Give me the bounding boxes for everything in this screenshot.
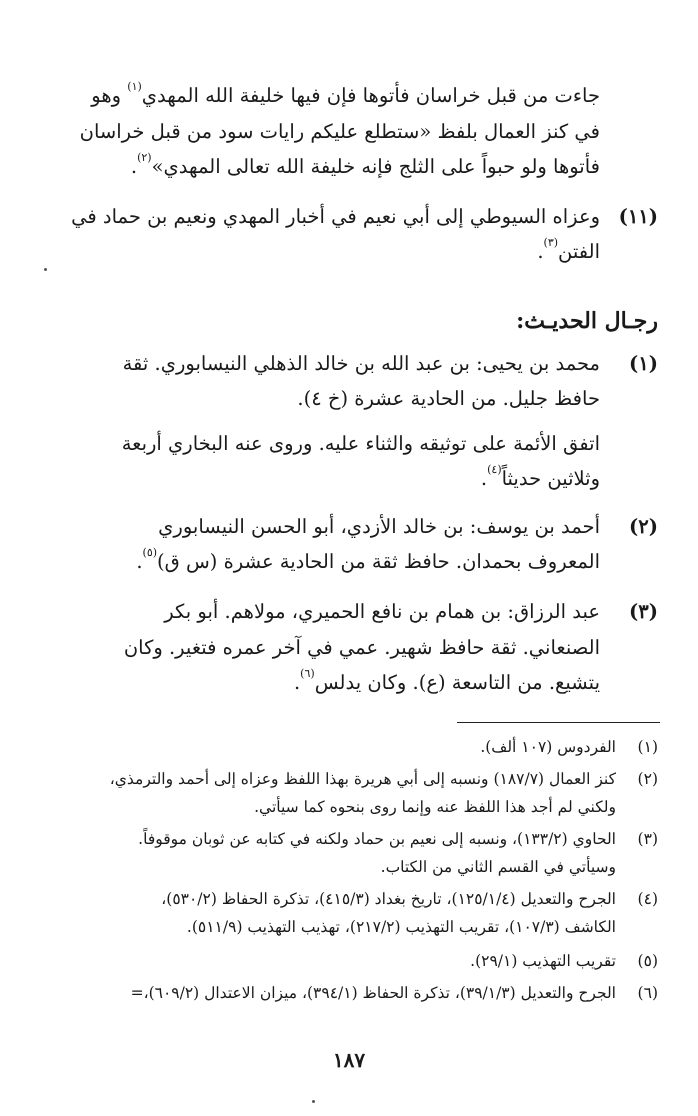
passage-line-3: فأتوها ولو حبواً على الثلج فإنه خليفة الله تعالى المهدي»$^{(٢)}$. [130, 151, 600, 178]
narrator3-line-1: عبد الرزاق: بن همام بن نافع الحميري، مولاهم. أبو بكر [164, 600, 600, 623]
footnote-ref-1[interactable]: (١) [127, 80, 142, 93]
narrator-number-3: (٣) [629, 600, 658, 623]
footnote-6-line-1: الجرح والتعديل (٣٩/١/٣)، تذكرة الحفاظ (٣٩٤/١)، ميزان الاعتدال (٦٠٩/٢)،= [130, 984, 616, 1002]
narrator1-line-1: محمد بن يحيى: بن عبد الله بن خالد الذهلي النيسابوري. ثقة [122, 352, 600, 375]
footnote-4-line-2: الكاشف (١٠٧/٣)، تقريب التهذيب (٢١٧/٢)، تهذيب التهذيب (٥١١/٩). [186, 918, 616, 936]
passage-line-1: جاءت من قبل خراسان فأتوها فإن فيها خليفة الله المهدي$^{(١)}$ وهو [91, 80, 600, 107]
footnote-number-4: (٤) [637, 890, 658, 908]
footnote-ref-4[interactable]: (٤) [487, 463, 502, 476]
narrator-number-2: (٢) [629, 515, 658, 538]
narrator2-line-1: أحمد بن يوسف: بن خالد الأزدي، أبو الحسن النيسابوري [158, 515, 600, 538]
narrator1-line-4: وثلاثين حديثاً$^{(٤)}$. [480, 463, 600, 490]
footnote-2-line-2: ولكني لم أجد هذا اللفظ عنه وإنما روى بنحوه كما سيأتي. [254, 798, 616, 816]
narrator2-line-2: المعروف بحمدان. حافظ ثقة من الحادية عشرة (س ق)$^{(٥)}$. [136, 546, 600, 573]
footnote-number-6: (٦) [637, 984, 658, 1002]
footnote-ref-6[interactable]: (٦) [300, 667, 315, 680]
footnote-2-line-1: كنز العمال (١٨٧/٧) ونسبه إلى أبي هريرة بهذا اللفظ وعزاه إلى أحمد والترمذي، [109, 770, 616, 788]
footnote-number-3: (٣) [637, 830, 658, 848]
narrator3-line-2: الصنعاني. ثقة حافظ شهير. عمي في آخر عمره فتغير. وكان [123, 636, 600, 659]
footnote-number-1: (١) [637, 738, 658, 756]
narrator1-line-2: حافظ جليل. من الحادية عشرة (خ ٤). [297, 387, 600, 410]
item11-line-1: وعزاه السيوطي إلى أبي نعيم في أخبار المهدي ونعيم بن حماد في [71, 205, 600, 228]
narrator-number-1: (١) [629, 352, 658, 375]
item11-line-2: الفتن$^{(٣)}$. [537, 236, 600, 263]
scan-speck [312, 1100, 315, 1103]
page-number: ١٨٧ [332, 1048, 366, 1072]
passage-line-2: في كنز العمال بلفظ «ستطلع عليكم رايات سود من قبل خراسان [79, 120, 600, 143]
footnote-ref-2[interactable]: (٢) [137, 151, 152, 164]
footnote-4-line-1: الجرح والتعديل (١٢٥/١/٤)، تاريخ بغداد (٤١٥/٣)، تذكرة الحفاظ (٥٣٠/٢)، [161, 890, 616, 908]
footnote-ref-3[interactable]: (٣) [543, 236, 559, 249]
footnote-ref-5[interactable]: (٥) [142, 546, 158, 559]
footnote-3-line-1: الحاوي (١٣٣/٢)، ونسبه إلى نعيم بن حماد ولكنه في كتابه عن ثوبان موقوفاً. [138, 830, 616, 848]
scan-speck [44, 268, 47, 271]
narrator3-line-3: يتشيع. من التاسعة (ع). وكان يدلس$^{(٦)}$. [293, 667, 600, 694]
footnote-separator [457, 722, 660, 723]
item-number-11: (١١) [618, 205, 658, 228]
narrator1-line-3: اتفق الأئمة على توثيقه والثناء عليه. وروى عنه البخاري أربعة [121, 432, 600, 455]
footnote-1-line-1: الفردوس (١٠٧ ألف). [480, 738, 616, 756]
footnote-5-line-1: تقريب التهذيب (٢٩/١). [470, 952, 616, 970]
footnote-number-2: (٢) [637, 770, 658, 788]
section-heading: رجـال الحديـث: [516, 308, 658, 334]
footnote-3-line-2: وسيأتي في القسم الثاني من الكتاب. [380, 858, 616, 876]
footnote-number-5: (٥) [637, 952, 658, 970]
